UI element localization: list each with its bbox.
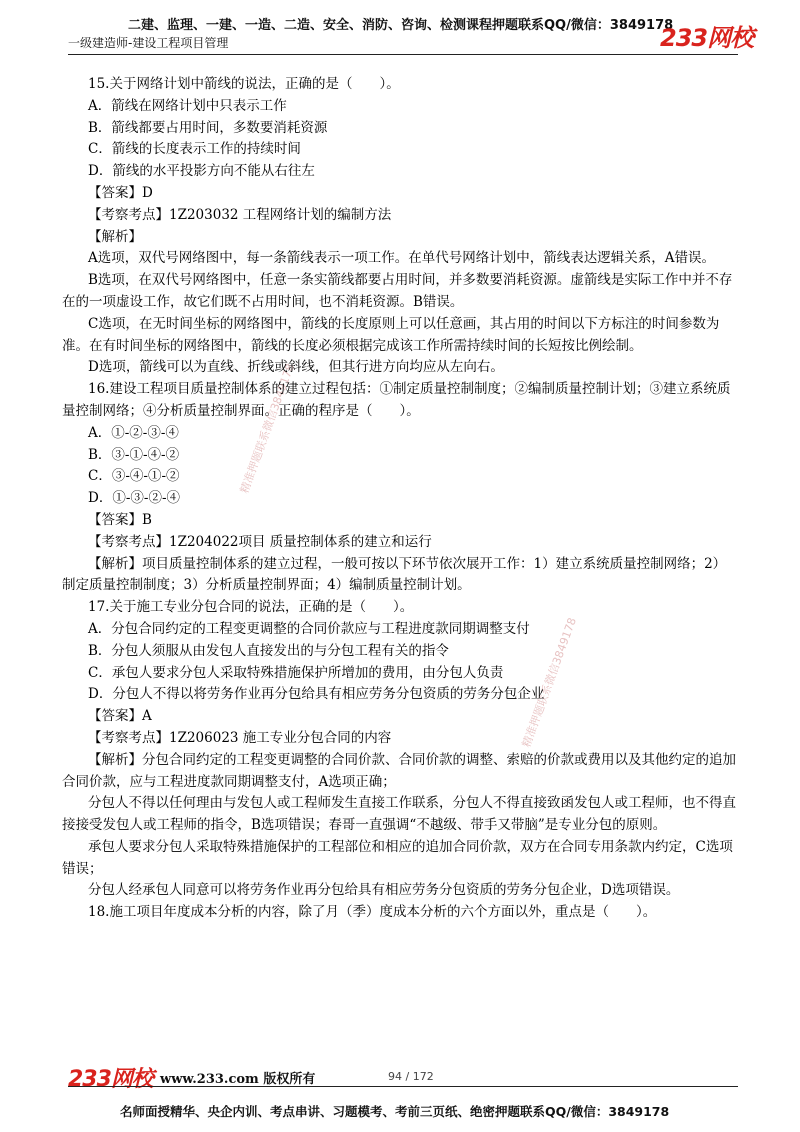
analysis-paragraph: 【解析】项目质量控制体系的建立过程，一般可按以下环节依次展开工作：1）建立系统质量控制网络；2）制定质量控制制度；3）分析质量控制界面；4）编制质量控制计划。 — [62, 555, 727, 594]
option-c: C．③-④-①-② — [88, 468, 180, 485]
analysis-paragraph: D选项，箭线可以为直线、折线或斜线，但其行进方向均应从左向右。 — [88, 359, 504, 376]
answer: 【答案】A — [88, 708, 152, 725]
analysis-paragraph: 分包人不得以任何理由与发包人或工程师发生直接工作联系，分包人不得直接致函发包人或工程师，也不得直接接受发包人或工程师的指令，B选项错误；春哥一直强调“不越级、带手又带脑”是专业分包的原则。 — [62, 795, 736, 834]
option-d: D．箭线的水平投影方向不能从右往左 — [88, 163, 315, 180]
option-a: A．①-②-③-④ — [88, 424, 179, 441]
question-17-stem: 17.关于施工专业分包合同的说法，正确的是（ ）。 — [88, 599, 414, 616]
analysis-paragraph: 【解析】分包合同约定的工程变更调整的合同价款、合同价款的调整、索赔的价款或费用以及其他约定的追加合同价款，应与工程进度款同期调整支付，A选项正确； — [62, 751, 736, 790]
footer-divider — [68, 1086, 738, 1087]
analysis-paragraph: 承包人要求分包人采取特殊措施保护的工程部位和相应的追加合同价款，双方在合同专用条款内约定，C选项错误； — [62, 838, 733, 877]
question-16-stem: 16.建设工程项目质量控制体系的建立过程包括：①制定质量控制制度；②编制质量控制计划；③建立系统质量控制网络；④分析质量控制界面。正确的程序是（ ）。 — [62, 381, 731, 419]
exam-point: 【考察考点】1Z203032 工程网络计划的编制方法 — [88, 206, 392, 223]
header-ad-text: 二建、监理、一建、一造、二造、安全、消防、咨询、检测课程押题联系QQ/微信：3849178 — [128, 18, 674, 33]
option-a: A．分包合同约定的工程变更调整的合同价款应与工程进度款同期调整支付 — [88, 620, 530, 637]
option-c: C．箭线的长度表示工作的持续时间 — [88, 141, 301, 158]
analysis-paragraph: A选项，双代号网络图中，每一条箭线表示一项工作。在单代号网络计划中，箭线表达逻辑关系，A错误。 — [88, 250, 715, 267]
footer-logo: 233网校 — [68, 1067, 153, 1092]
option-b: B．③-①-④-② — [88, 446, 180, 463]
header-subtitle: 一级建造师-建设工程项目管理 — [68, 36, 229, 50]
document-body — [62, 74, 738, 924]
question-18-stem: 18.施工项目年度成本分析的内容，除了月（季）度成本分析的六个方面以外，重点是（ ）。 — [88, 904, 657, 921]
option-c: C．承包人要求分包人采取特殊措施保护所增加的费用，由分包人负责 — [88, 664, 504, 681]
watermark: 精准押题联系微信3849178 — [237, 361, 297, 496]
footer-ad-text: 名师面授精华、央企内训、考点串讲、习题模考、考前三页纸、绝密押题联系QQ/微信：3849178 — [120, 1104, 670, 1119]
option-d: D．分包人不得以将劳务作业再分包给具有相应劳务分包资质的劳务分包企业 — [88, 686, 545, 703]
brand-logo: 233网校 — [660, 24, 754, 52]
analysis-heading: 【解析】 — [88, 228, 142, 245]
analysis-paragraph: C选项，在无时间坐标的网络图中，箭线的长度原则上可以任意画，其占用的时间以下方标注的时间参数为准。在有时间坐标的网络图中，箭线的长度必须根据完成该工作所需持续时间的长短按比例绘制。 — [62, 315, 720, 354]
option-a: A．箭线在网络计划中只表示工作 — [88, 97, 287, 114]
header-divider — [68, 54, 738, 55]
answer: 【答案】D — [88, 184, 153, 201]
answer: 【答案】B — [88, 511, 152, 528]
analysis-paragraph: 分包人经承包人同意可以将劳务作业再分包给具有相应劳务分包资质的劳务分包企业，D选项错误。 — [88, 882, 680, 899]
analysis-paragraph: B选项，在双代号网络图中，任意一条实箭线都要占用时间，并多数要消耗资源。虚箭线是实际工作中并不存在的一项虚设工作，故它们既不占用时间，也不消耗资源。B错误。 — [62, 272, 733, 310]
watermark: 精准押题联系微信3849178 — [519, 615, 579, 750]
exam-point: 【考察考点】1Z206023 施工专业分包合同的内容 — [88, 729, 392, 746]
option-b: B．分包人须服从由发包人直接发出的与分包工程有关的指令 — [88, 642, 449, 659]
page-number: 94 / 172 — [388, 1070, 434, 1083]
exam-point: 【考察考点】1Z204022项目 质量控制体系的建立和运行 — [88, 533, 432, 550]
option-d: D．①-③-②-④ — [88, 490, 181, 507]
footer-site: www.233.com 版权所有 — [160, 1072, 316, 1087]
question-15-stem: 15.关于网络计划中箭线的说法，正确的是（ ）。 — [88, 76, 400, 92]
option-b: B．箭线都要占用时间，多数要消耗资源 — [88, 119, 328, 136]
